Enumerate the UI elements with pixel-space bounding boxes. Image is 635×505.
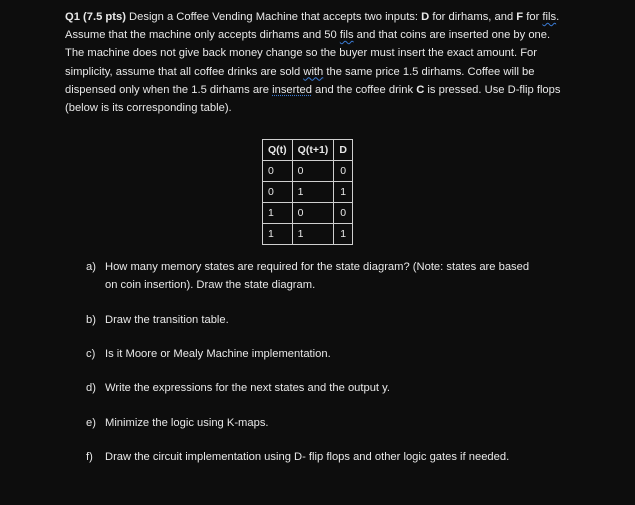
question-label: e) xyxy=(86,417,96,429)
cell-qt1: 0 xyxy=(292,203,334,224)
cell-qt: 0 xyxy=(263,182,293,203)
problem-text-4b: the same price 1.5 dirhams. Coffee will be dispensed only when the 1.5 dirhams are xyxy=(65,65,535,96)
cell-d: 0 xyxy=(334,161,353,182)
table-row xyxy=(263,161,353,182)
cell-qt1: 1 xyxy=(292,224,334,245)
question-label: b) xyxy=(86,314,96,326)
problem-text-2a: . Assume that the machine only accepts dirhams and 50 xyxy=(65,11,560,42)
question-text: Draw the transition table. xyxy=(105,314,229,326)
cell-qt: 1 xyxy=(263,224,293,245)
question-text: How many memory states are required for the state diagram? (Note: states are based xyxy=(105,261,530,273)
question-label: c) xyxy=(86,348,96,360)
cell-d: 0 xyxy=(334,203,353,224)
problem-text-5c: is pressed. Use D-flip flops (below is its corresponding table). xyxy=(65,83,561,115)
cell-d: 1 xyxy=(334,182,353,203)
output-c-label: C xyxy=(416,83,425,96)
question-c xyxy=(86,346,566,364)
cell-qt: 1 xyxy=(263,203,293,224)
d-flip-flop-table xyxy=(262,139,353,245)
header-qt: Q(t) xyxy=(263,140,293,161)
problem-number: Q1 (7.5 pts) xyxy=(65,11,126,23)
question-text: Minimize the logic using K-maps. xyxy=(105,417,269,429)
cell-qt1: 1 xyxy=(292,182,334,203)
question-text-continued: on coin insertion). Draw the state diagram. xyxy=(105,278,316,291)
question-label: a) xyxy=(86,261,96,273)
grammar-word-inserted: inserted xyxy=(272,83,312,96)
table-row xyxy=(263,182,353,203)
problem-text-1b: for dirhams, and xyxy=(429,11,517,23)
cell-qt1: 0 xyxy=(292,161,334,182)
cell-d: 1 xyxy=(334,224,353,245)
question-label: d) xyxy=(86,382,96,394)
question-label: f) xyxy=(86,451,93,463)
problem-text-5b: and the coffee drink xyxy=(311,83,417,96)
spellcheck-word-fils-2: fils xyxy=(339,29,354,42)
problem-text-1a: Design a Coffee Vending Machine that accepts two inputs: xyxy=(125,11,422,23)
table-header-row xyxy=(263,140,353,161)
question-a xyxy=(86,259,566,294)
header-qt1: Q(t+1) xyxy=(292,140,334,161)
header-d: D xyxy=(334,140,353,161)
problem-text-2b: and that coins are inserted one by one. The machine does not give back money change so the buyer must insert the exact amount. For simplicity, assume that all coffee drinks are sold xyxy=(65,29,551,78)
question-e xyxy=(86,415,566,433)
question-f xyxy=(86,449,566,467)
cell-qt: 0 xyxy=(263,161,293,182)
problem-statement xyxy=(65,8,565,117)
grammar-word-with: with xyxy=(303,65,324,78)
question-d xyxy=(86,380,566,398)
question-text: Draw the circuit implementation using D- flip flops and other logic gates if needed. xyxy=(105,451,510,463)
table-row xyxy=(263,224,353,245)
question-b xyxy=(86,312,566,330)
question-text: Write the expressions for the next states and the output y. xyxy=(105,382,391,394)
table-row xyxy=(263,203,353,224)
spellcheck-word-fils: fils xyxy=(542,11,557,23)
input-f-label: F xyxy=(516,11,524,23)
problem-text-1c: for xyxy=(523,11,540,23)
input-d-label: D xyxy=(421,11,430,23)
question-text: Is it Moore or Mealy Machine implementation. xyxy=(105,348,331,360)
